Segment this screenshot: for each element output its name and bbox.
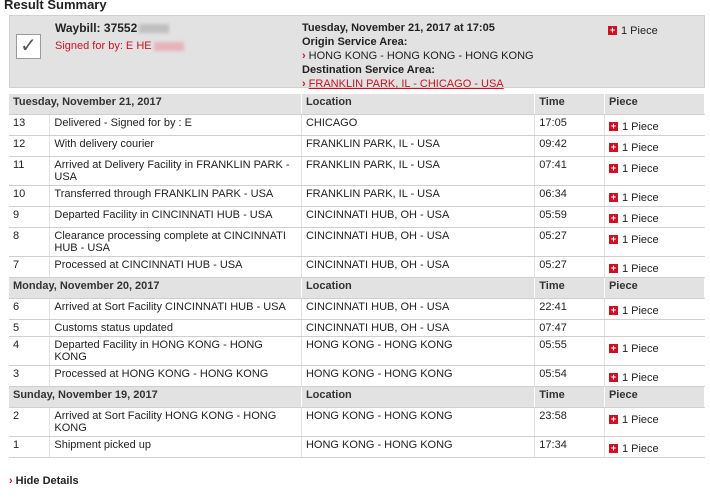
checkpoint-location: CINCINNATI HUB, OH - USA — [301, 299, 534, 320]
checkpoint-time: 23:58 — [535, 408, 605, 437]
checkpoint-time: 05:27 — [535, 228, 605, 257]
checkpoint-number: 8 — [9, 228, 50, 257]
plus-box-icon[interactable]: + — [610, 304, 617, 315]
plus-box-icon[interactable]: + — [610, 262, 617, 273]
table-row — [9, 320, 705, 337]
plus-box-icon[interactable]: + — [610, 233, 617, 244]
checkpoint-description: Departed Facility in CINCINNATI HUB - USA — [50, 207, 302, 228]
group-date: Tuesday, November 21, 2017 — [9, 94, 301, 115]
piece-label: 1 Piece — [621, 121, 659, 133]
checkpoint-piece[interactable] — [604, 337, 704, 366]
checkpoint-location: CHICAGO — [301, 115, 534, 136]
checkpoint-description: Processed at HONG KONG - HONG KONG — [50, 366, 302, 387]
checkpoint-description: Arrived at Sort Facility HONG KONG - HONG KONG — [50, 408, 302, 437]
checkpoint-time: 05:27 — [535, 257, 605, 278]
date-group-header — [9, 387, 705, 408]
redacted-mask — [154, 42, 184, 51]
checkpoint-location: HONG KONG - HONG KONG — [301, 408, 534, 437]
checkpoint-piece[interactable] — [604, 408, 704, 437]
piece-label: 1 Piece — [621, 263, 659, 275]
time-header: Time — [535, 278, 605, 299]
plus-box-icon[interactable]: + — [610, 371, 617, 382]
checkpoint-description: Transferred through FRANKLIN PARK - USA — [50, 186, 302, 207]
checkpoint-description: Shipment picked up — [50, 437, 302, 458]
checkpoint-number: 5 — [9, 320, 50, 337]
summary-piece[interactable]: + 1 Piece — [609, 24, 658, 37]
checkpoint-description: Delivered - Signed for by : E — [50, 115, 302, 136]
plus-box-icon[interactable]: + — [610, 413, 617, 424]
checkpoint-piece[interactable] — [604, 186, 704, 207]
redacted-mask — [139, 24, 169, 33]
table-row — [9, 207, 705, 228]
destination-link[interactable]: FRANKLIN PARK, IL - CHICAGO - USA — [308, 78, 504, 90]
piece-label: 1 Piece — [621, 213, 659, 225]
group-date: Monday, November 20, 2017 — [9, 278, 301, 299]
checkpoint-location: CINCINNATI HUB, OH - USA — [301, 257, 534, 278]
origin-value: › HONG KONG - HONG KONG - HONG KONG — [302, 50, 534, 62]
delivery-datetime: Tuesday, November 21, 2017 at 17:05 — [302, 22, 495, 34]
signed-for: Signed for by: E HE — [55, 40, 184, 52]
plus-box-icon[interactable]: + — [610, 120, 617, 131]
checkpoint-location: HONG KONG - HONG KONG — [301, 366, 534, 387]
hide-details-link[interactable]: › Hide Details — [9, 475, 79, 487]
checkpoint-piece[interactable] — [604, 136, 704, 157]
destination-label: Destination Service Area: — [302, 64, 435, 76]
table-row — [9, 257, 705, 278]
table-row — [9, 115, 705, 136]
checkpoint-piece[interactable] — [604, 228, 704, 257]
table-row — [9, 157, 705, 186]
piece-label: 1 Piece — [621, 234, 659, 246]
checkpoint-time: 17:34 — [535, 437, 605, 458]
chevron-right-icon: › — [302, 50, 306, 62]
chevron-right-icon: › — [302, 78, 306, 90]
table-row — [9, 186, 705, 207]
checkpoint-time: 07:47 — [535, 320, 605, 337]
origin-label: Origin Service Area: — [302, 36, 408, 48]
group-date: Sunday, November 19, 2017 — [9, 387, 301, 408]
piece-header: Piece — [604, 387, 704, 408]
plus-box-icon[interactable]: + — [610, 342, 617, 353]
piece-label: 1 Piece — [621, 372, 659, 384]
checkpoint-location: CINCINNATI HUB, OH - USA — [301, 320, 534, 337]
checkpoint-number: 1 — [9, 437, 50, 458]
result-summary-panel — [9, 15, 705, 88]
piece-label: 1 Piece — [621, 142, 659, 154]
piece-label: 1 Piece — [621, 414, 659, 426]
time-header: Time — [535, 94, 605, 115]
checkpoint-time: 06:34 — [535, 186, 605, 207]
piece-header: Piece — [604, 278, 704, 299]
checkpoint-piece[interactable] — [604, 366, 704, 387]
checkpoint-description: Arrived at Sort Facility CINCINNATI HUB - USA — [50, 299, 302, 320]
destination-value — [302, 77, 602, 91]
checkpoint-time: 17:05 — [535, 115, 605, 136]
checkpoint-number: 12 — [9, 136, 50, 157]
checkpoint-number: 2 — [9, 408, 50, 437]
checkpoint-location: CINCINNATI HUB, OH - USA — [301, 228, 534, 257]
table-row — [9, 337, 705, 366]
checkpoint-description: Processed at CINCINNATI HUB - USA — [50, 257, 302, 278]
piece-label: 1 Piece — [621, 305, 659, 317]
checkpoint-number: 6 — [9, 299, 50, 320]
checkpoint-location: FRANKLIN PARK, IL - USA — [301, 186, 534, 207]
plus-box-icon[interactable]: + — [610, 162, 617, 173]
checkpoint-piece[interactable] — [604, 157, 704, 186]
checkpoint-piece[interactable] — [604, 299, 704, 320]
checkpoint-piece[interactable] — [604, 115, 704, 136]
checkpoint-time: 05:54 — [535, 366, 605, 387]
table-row — [9, 437, 705, 458]
checkpoint-description: Arrived at Delivery Facility in FRANKLIN PARK - USA — [50, 157, 302, 186]
checkpoint-time: 07:41 — [535, 157, 605, 186]
tracking-history-table — [9, 94, 705, 458]
piece-header: Piece — [604, 94, 704, 115]
checkpoint-time: 05:55 — [535, 337, 605, 366]
plus-box-icon[interactable]: + — [610, 141, 617, 152]
checkpoint-description: Departed Facility in HONG KONG - HONG KONG — [50, 337, 302, 366]
checkpoint-time: 05:59 — [535, 207, 605, 228]
checkpoint-description: Clearance processing complete at CINCINNATI HUB - USA — [50, 228, 302, 257]
table-row — [9, 408, 705, 437]
plus-box-icon[interactable]: + — [609, 24, 616, 35]
checkpoint-number: 11 — [9, 157, 50, 186]
checkpoint-number: 4 — [9, 337, 50, 366]
piece-label: 1 Piece — [621, 443, 659, 455]
checkpoint-description: Customs status updated — [50, 320, 302, 337]
time-header: Time — [535, 387, 605, 408]
table-row — [9, 366, 705, 387]
checkpoint-piece[interactable] — [604, 207, 704, 228]
shipment-details — [302, 21, 602, 91]
checkpoint-number: 13 — [9, 115, 50, 136]
checkpoint-location: FRANKLIN PARK, IL - USA — [301, 136, 534, 157]
table-row — [9, 299, 705, 320]
table-row — [9, 136, 705, 157]
waybill-number: Waybill: 37552 — [55, 21, 169, 35]
checkpoint-time: 22:41 — [535, 299, 605, 320]
checkpoint-number: 7 — [9, 257, 50, 278]
location-header: Location — [301, 387, 534, 408]
checkpoint-number: 3 — [9, 366, 50, 387]
checkpoint-location: CINCINNATI HUB, OH - USA — [301, 207, 534, 228]
plus-box-icon[interactable]: + — [610, 442, 617, 453]
checkpoint-number: 9 — [9, 207, 50, 228]
checkpoint-piece — [604, 320, 704, 337]
plus-box-icon[interactable]: + — [610, 191, 617, 202]
piece-label: 1 Piece — [621, 192, 659, 204]
checkpoint-location: FRANKLIN PARK, IL - USA — [301, 157, 534, 186]
piece-label: 1 Piece — [621, 163, 659, 175]
chevron-right-icon: › — [9, 475, 13, 487]
date-group-header — [9, 94, 705, 115]
checkpoint-number: 10 — [9, 186, 50, 207]
plus-box-icon[interactable]: + — [610, 212, 617, 223]
date-group-header — [9, 278, 705, 299]
checkpoint-description: With delivery courier — [50, 136, 302, 157]
table-row — [9, 228, 705, 257]
checkpoint-location: HONG KONG - HONG KONG — [301, 437, 534, 458]
checkpoint-location: HONG KONG - HONG KONG — [301, 337, 534, 366]
location-header: Location — [301, 278, 534, 299]
checkpoint-piece[interactable] — [604, 437, 704, 458]
location-header: Location — [301, 94, 534, 115]
checkmark-icon: ✓ — [16, 34, 41, 59]
page-title: Result Summary — [4, 0, 107, 12]
piece-label: 1 Piece — [621, 343, 659, 355]
checkpoint-piece[interactable] — [604, 257, 704, 278]
checkpoint-time: 09:42 — [535, 136, 605, 157]
